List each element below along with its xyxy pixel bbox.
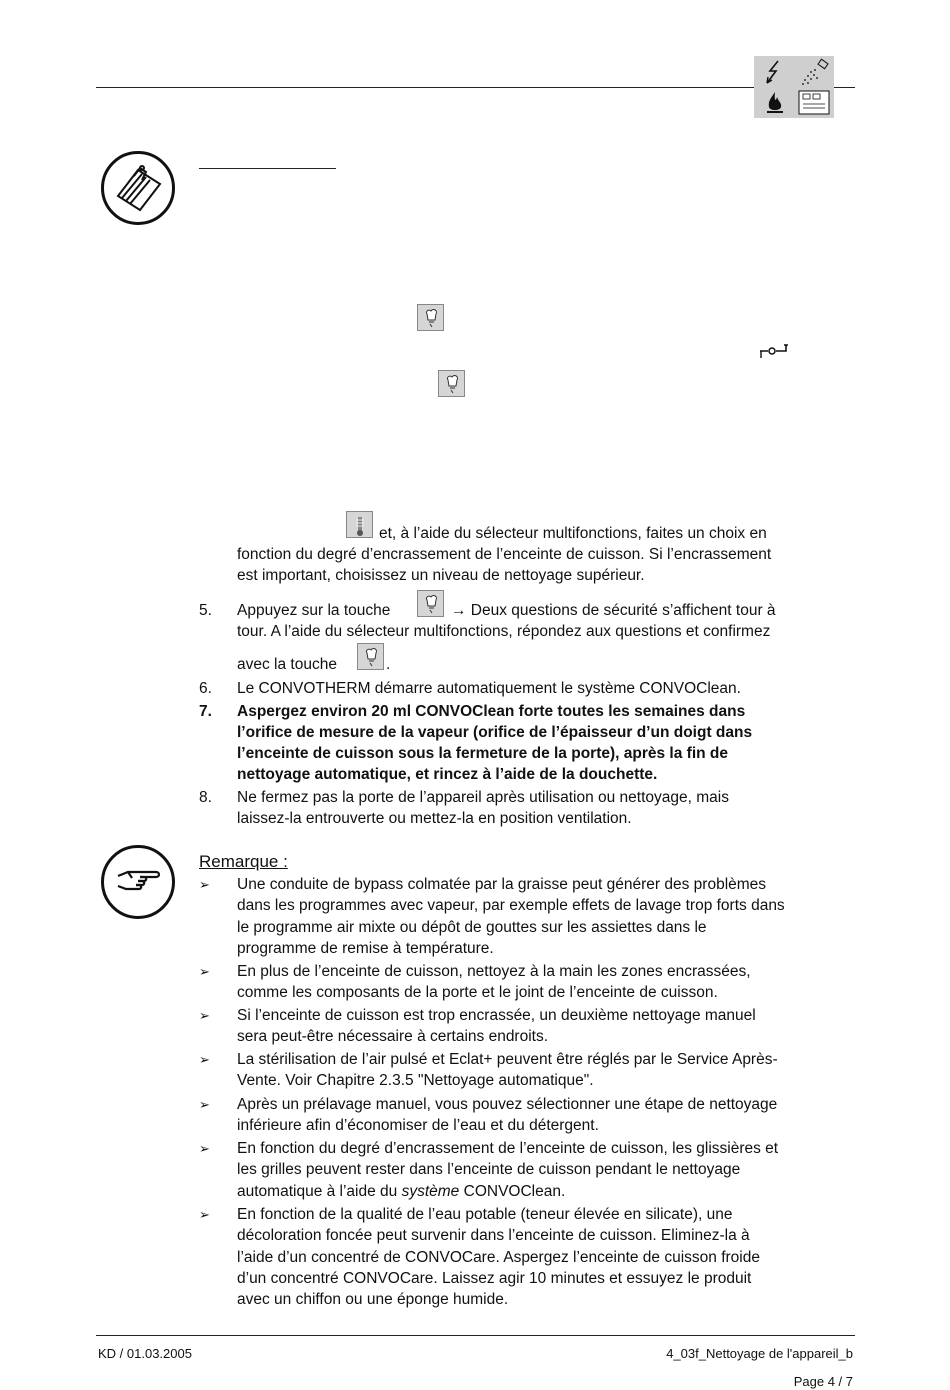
remarque-item-6-line1: En fonction du degré d’encrassement de l’enceinte de cuisson, les glissières et: [237, 1140, 779, 1157]
step7-line3: l’enceinte de cuisson sous la fermeture de la porte), après la fin de: [237, 745, 728, 762]
remarque-item-7-line5: avec un chiffon ou une éponge humide.: [237, 1291, 509, 1308]
remarque-item-3-line2: sera peut-être nécessaire à certains endroits.: [237, 1028, 549, 1045]
chef-key-icon: [357, 643, 384, 670]
remarque-item-6-line3c: CONVOClean.: [459, 1183, 566, 1200]
remarque-item-6-line3a: automatique à l’aide du: [237, 1183, 402, 1200]
bullet-glyph: ➢: [199, 964, 210, 979]
remarque-item-4-line1: La stérilisation de l’air pulsé et Eclat+ peuvent être réglés par le Service Après-: [237, 1051, 778, 1068]
remarque-item-6-line2: les grilles peuvent rester dans l’enceinte de cuisson pendant le nettoyage: [237, 1161, 741, 1178]
bullet-glyph: ➢: [199, 1052, 210, 1067]
electric-hazard-icon: [756, 58, 794, 87]
step7-line4: nettoyage automatique, et rincez à l’aide de la douchette.: [237, 766, 658, 783]
step5-line1a: Appuyez sur la touche: [237, 602, 391, 619]
step5-line3a: avec la touche: [237, 656, 337, 673]
step5-line2: tour. A l’aide du sélecteur multifonctions, répondez aux questions et confirmez: [237, 623, 771, 640]
remarque-item-6-line3b: système: [401, 1183, 460, 1200]
step6-number: 6.: [199, 680, 212, 697]
bullet-glyph: ➢: [199, 1141, 210, 1156]
bullet-glyph: ➢: [199, 1097, 210, 1112]
step7-line2: l’orifice de mesure de la vapeur (orifice de l’épaisseur d’un doigt dans: [237, 724, 753, 741]
chef-key-icon: [417, 590, 444, 617]
remarque-item-5-line2: inférieure afin d’économiser de l’eau et du détergent.: [237, 1117, 599, 1134]
remarque-item-4-line2: Vente. Voir Chapitre 2.3.5 "Nettoyage automatique".: [237, 1072, 594, 1089]
remarque-item-2-line1: En plus de l’enceinte de cuisson, nettoyez à la main les zones encrassées,: [237, 963, 751, 980]
remarque-item-1-line4: programme de remise à température.: [237, 940, 494, 957]
remarque-item-3-line1: Si l’enceinte de cuisson est trop encrassée, un deuxième nettoyage manuel: [237, 1007, 756, 1024]
remarque-item-7-line4: d’un concentré CONVOCare. Laissez agir 10 minutes et essuyez le produit: [237, 1270, 752, 1287]
remarque-item-1-line2: dans les programmes avec vapeur, par exemple effets de lavage trop forts dans: [237, 897, 785, 914]
bullet-glyph: ➢: [199, 1207, 210, 1222]
remarque-item-1-line3: le programme air mixte ou dépôt de gouttes sur les assiettes dans le: [237, 919, 707, 936]
step8-line2: laissez-la entrouverte ou mettez-la en position ventilation.: [237, 810, 632, 827]
step5-line3b: .: [386, 656, 391, 673]
header-rule: [96, 87, 855, 88]
manual-icon: [795, 88, 833, 117]
remarque-item-1-line1: Une conduite de bypass colmatée par la graisse peut générer des problèmes: [237, 876, 767, 893]
step4-line2: fonction du degré d’encrassement de l’enceinte de cuisson. Si l’encrassement: [237, 546, 772, 563]
cleaning-level-icon: [346, 511, 373, 538]
bullet-glyph: ➢: [199, 877, 210, 892]
header-symbols: [754, 56, 834, 118]
step7-number: 7.: [199, 703, 212, 720]
step8-line1: Ne fermez pas la porte de l’appareil après utilisation ou nettoyage, mais: [237, 789, 729, 806]
chef-key-icon: [438, 370, 465, 397]
step5-line1b: → Deux questions de sécurité s’affichent tour à: [451, 602, 776, 619]
footer-document-name: 4_03f_Nettoyage de l'appareil_b: [666, 1346, 853, 1361]
footer-rule: [96, 1335, 855, 1336]
remarque-item-2-line2: comme les composants de la porte et le joint de l’enceinte de cuisson.: [237, 984, 718, 1001]
step6-line1: Le CONVOTHERM démarre automatiquement le système CONVOClean.: [237, 680, 741, 697]
pointing-hand-icon: [101, 845, 175, 919]
water-tap-icon: [758, 339, 790, 361]
footer-page-number: Page 4 / 7: [793, 1374, 853, 1389]
footer-date: KD / 01.03.2005: [98, 1346, 192, 1361]
step7-line1: Aspergez environ 20 ml CONVOClean forte toutes les semaines dans: [237, 703, 746, 720]
step4-line3: est important, choisissez un niveau de nettoyage supérieur.: [237, 567, 645, 584]
remarque-item-7-line3: l’aide d’un concentré de CONVOCare. Aspergez l’enceinte de cuisson froide: [237, 1249, 760, 1266]
step5-number: 5.: [199, 602, 212, 619]
spray-icon: [795, 58, 833, 87]
fire-icon: [756, 88, 794, 117]
section-underline: [199, 168, 336, 169]
clipboard-icon: [101, 151, 175, 225]
remarque-item-7-line2: décoloration foncée peut survenir dans l’enceinte de cuisson. Eliminez-la à: [237, 1227, 750, 1244]
step8-number: 8.: [199, 789, 212, 806]
remarque-item-6-line3: [237, 1181, 565, 1202]
chef-key-icon: [417, 304, 444, 331]
bullet-glyph: ➢: [199, 1008, 210, 1023]
remarque-title: Remarque :: [199, 852, 288, 871]
remarque-item-7-line1: En fonction de la qualité de l’eau potable (teneur élevée en silicate), une: [237, 1206, 733, 1223]
remarque-item-5-line1: Après un prélavage manuel, vous pouvez sélectionner une étape de nettoyage: [237, 1096, 778, 1113]
step4-line1: et, à l’aide du sélecteur multifonctions, faites un choix en: [379, 525, 767, 542]
